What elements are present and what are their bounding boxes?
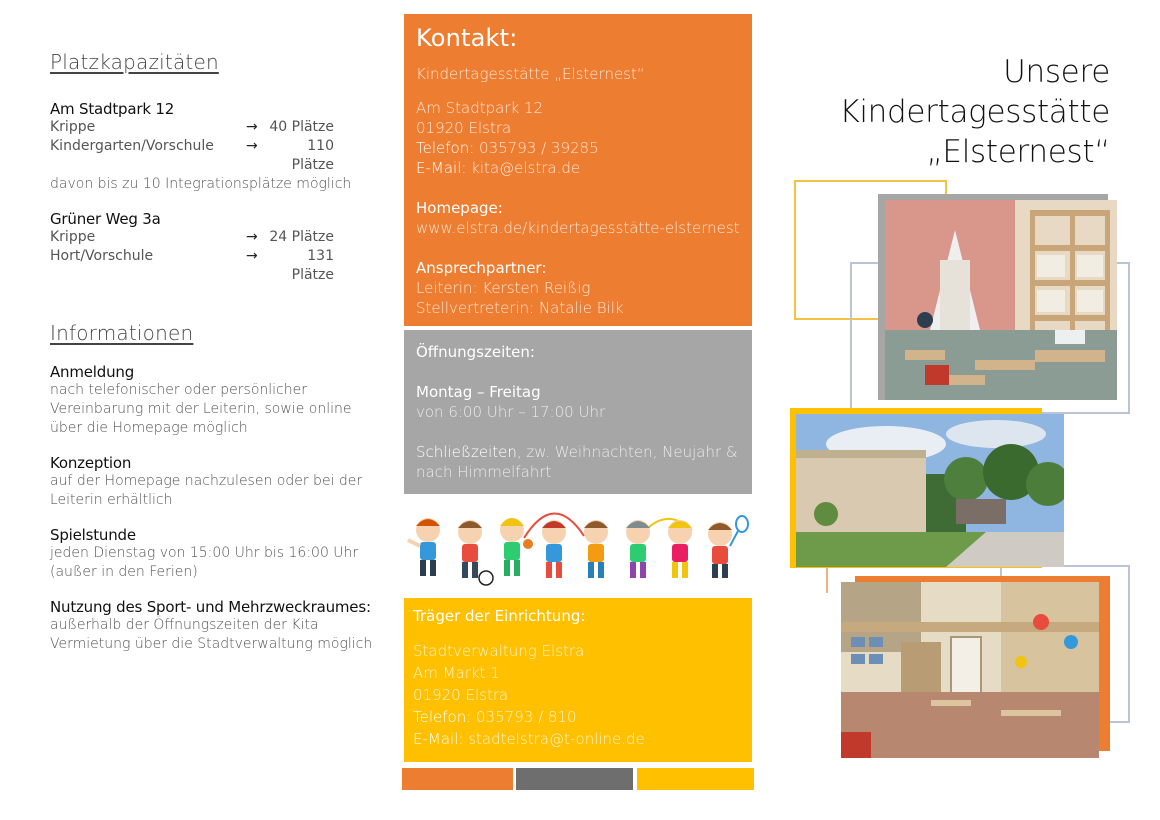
homepage-label: Homepage: (416, 199, 503, 217)
sponsor-email-line (413, 728, 743, 750)
info-item: Konzeption auf der Homepage nachzulesen oder bei der Leiterin erhältlich (50, 454, 363, 508)
color-bar-gray (516, 768, 633, 790)
capacity-location-2 (50, 210, 385, 285)
phone-value: 035793 / 39285 (479, 139, 599, 157)
hall-photo (841, 582, 1099, 758)
capacity-heading: Platzkapazitäten (50, 50, 219, 74)
children-illustration (404, 500, 754, 590)
info-heading: Informationen (50, 321, 194, 345)
contact-deputy: Stellvertreterin: Natalie Bilk (416, 299, 624, 317)
email-label: E-Mail: (413, 730, 464, 748)
hours-days: Montag – Freitag (416, 383, 541, 401)
arrow-right-icon: → (246, 248, 258, 264)
title-line-2: Kindertagesstätte (839, 94, 1110, 130)
closing-label: Schließzeiten (416, 443, 517, 461)
info-item: Nutzung des Sport- und Mehrzweckraumes: außerhalb der Öffnungszeiten der Kita Vermietung über die Stadtverwaltung möglich (50, 598, 373, 652)
sponsor-heading: Träger der Einrichtung: (413, 607, 586, 625)
color-bar-yellow (637, 768, 754, 790)
contact-person-label: Ansprechpartner: (416, 259, 547, 277)
left-column (50, 50, 385, 670)
contact-street: Am Stadtpark 12 (416, 99, 544, 117)
integration-note: davon bis zu 10 Integrationsplätze möglich (50, 176, 352, 192)
sponsor-street: Am Markt 1 (413, 664, 500, 682)
closing-text: , zw. Weihnachten, Neujahr & nach Himmelfahrt (416, 443, 738, 481)
capacity-row: Krippe → 24 Plätze (50, 229, 334, 245)
title-line-1: Unsere (1003, 54, 1110, 90)
capacity-row: Hort/Vorschule → 131 Plätze (50, 248, 334, 283)
capacity-row: Kindergarten/Vorschule → 110 Plätze (50, 138, 334, 173)
email-link[interactable]: stadtelstra@t-online.de (468, 730, 645, 748)
email-label: E-Mail: (416, 159, 467, 177)
hours-times: von 6:00 Uhr – 17:00 Uhr (416, 403, 606, 421)
playroom-photo (885, 200, 1117, 400)
arrow-right-icon: → (246, 229, 258, 245)
arrow-right-icon: → (246, 119, 258, 135)
title-line-3: „Elsternest“ (926, 134, 1110, 170)
closing-times (416, 442, 740, 482)
sponsor-phone-line (413, 706, 743, 728)
info-item: Spielstunde jeden Dienstag von 15:00 Uhr bis 16:00 Uhr (außer in den Ferien) (50, 526, 359, 580)
phone-label: Telefon: (413, 708, 472, 726)
contact-org: Kindertagesstätte „Elsternest“ (416, 65, 645, 83)
capacity-location-1 (50, 100, 385, 194)
contact-email-line (416, 158, 740, 178)
contact-leader: Leiterin: Kersten Reißig (416, 279, 591, 297)
location-2-name: Grüner Weg 3a (50, 210, 161, 228)
contact-phone-line (416, 138, 740, 158)
brochure-title (839, 52, 1110, 172)
capacity-row: Krippe → 40 Plätze (50, 119, 334, 135)
phone-label: Telefon: (416, 139, 475, 157)
location-1-name: Am Stadtpark 12 (50, 100, 175, 118)
contact-heading: Kontakt: (416, 24, 518, 52)
building-photo (796, 414, 1064, 567)
hours-heading: Öffnungszeiten: (416, 343, 535, 361)
arrow-right-icon: → (246, 138, 258, 154)
sponsor-city: 01920 Elstra (413, 686, 509, 704)
phone-value: 035793 / 810 (476, 708, 577, 726)
contact-city: 01920 Elstra (416, 119, 512, 137)
email-link[interactable]: kita@elstra.de (471, 159, 581, 177)
homepage-link[interactable]: www.elstra.de/kindertagesstätte-elsternest (416, 219, 740, 237)
info-item: Anmeldung nach telefonischer oder persönlicher Vereinbarung mit der Leiterin, sowie online über die Homepage möglich (50, 363, 352, 436)
contact-box (404, 14, 752, 326)
sponsor-box (404, 598, 752, 762)
color-bar-orange (402, 768, 513, 790)
sponsor-name: Stadtverwaltung Elstra (413, 642, 585, 660)
hours-box (404, 330, 752, 494)
